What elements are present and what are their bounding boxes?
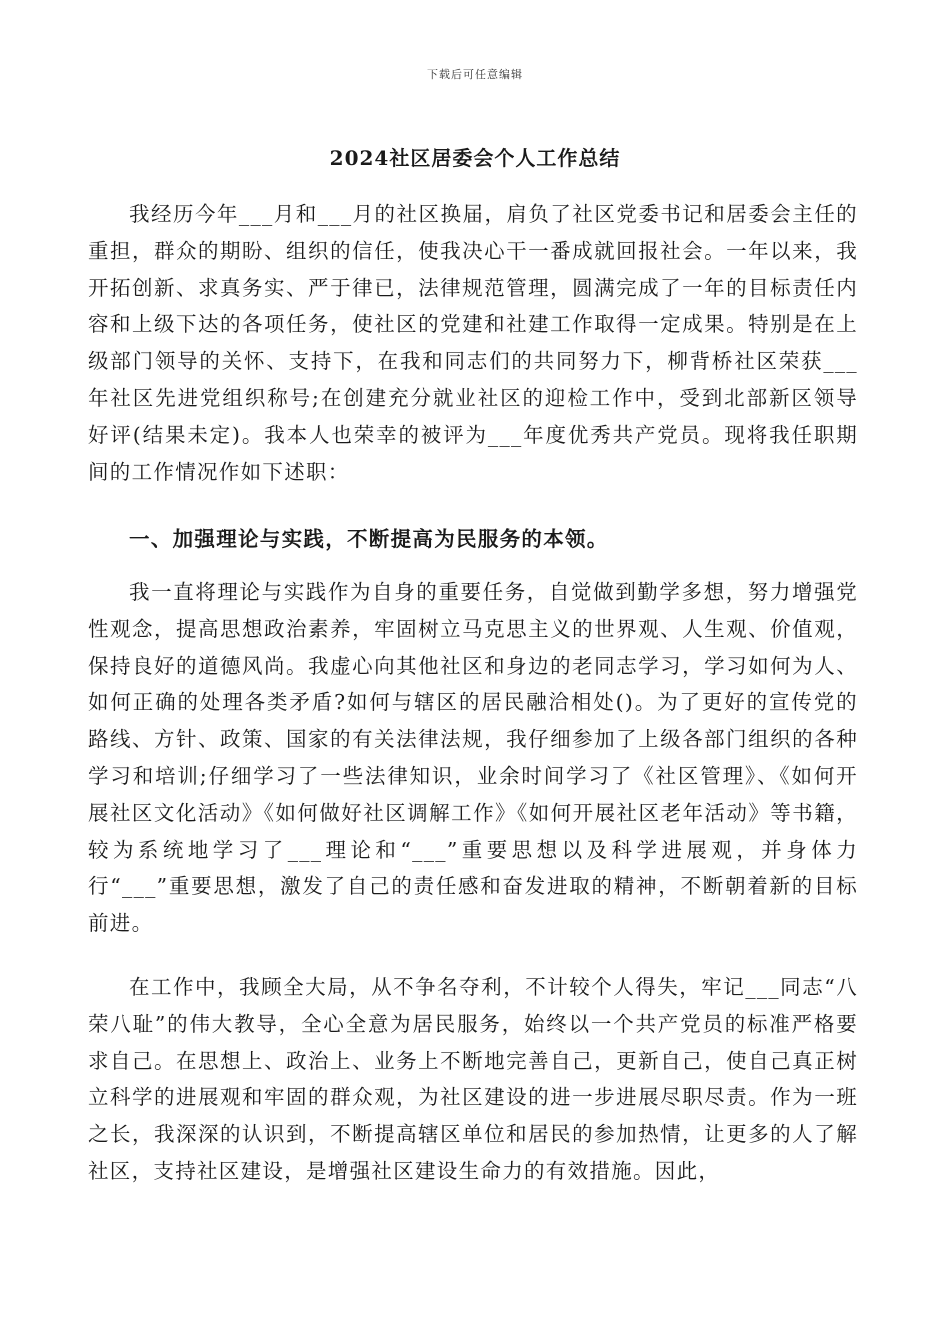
paragraph-intro: 我经历今年___月和___月的社区换届，肩负了社区党委书记和居委会主任的重担，群众的期盼、组织的信任，使我决心干一番成就回报社会。一年以来，我开拓创新、求真务实、严于律已，法律规范管理，圆满完成了一年的目标责任内容和上级下达的各项任务，使社区的党建和社建工作取得一定成果。特别是在上级部门领导的关怀、支持下，在我和同志们的共同努力下，柳背桥社区荣获___年社区先进党组织称号;在创建充分就业社区的迎检工作中，受到北部新区领导好评(结果未定)。我本人也荣幸的被评为___年度优秀共产党员。现将我任职期间的工作情况作如下述职： bbox=[88, 202, 858, 484]
paragraph-theory-practice: 我一直将理论与实践作为自身的重要任务，自觉做到勤学多想，努力增强党性观念，提高思想政治素养，牢固树立马克思主义的世界观、人生观、价值观，保持良好的道德风尚。我虚心向其他社区和身边的老同志学习，学习如何为人、如何正确的处理各类矛盾?如何与辖区的居民融洽相处()。为了更好的宣传党的路线、方针、政策、国家的有关法律法规，我仔细参加了上级各部门组织的各种学习和培训;仔细学习了一些法律知识，业余时间学习了《社区管理》、《如何开展社区文化活动》《如何做好社区调解工作》《如何开展社区老年活动》等书籍，较为系统地学习了___理论和“___”重要思想以及科学进展观，并身体力行“___”重要思想，激发了自己的责任感和奋发进取的精神，不断朝着新的目标前进。 bbox=[88, 580, 858, 936]
paragraph-work-attitude: 在工作中，我顾全大局，从不争名夺利，不计较个人得失，牢记___同志“八荣八耻”的伟大教导，全心全意为居民服务，始终以一个共产党员的标准严格要求自己。在思想上、政治上、业务上不断地完善自己，更新自己，使自己真正树立科学的进展观和牢固的群众观，为社区建设的进一步进展尽职尽责。作为一班之长，我深深的认识到，不断提高辖区单位和居民的参加热情，让更多的人了解社区，支持社区建设，是增强社区建设生命力的有效措施。因此， bbox=[88, 975, 858, 1183]
header-note: 下载后可任意编辑 bbox=[427, 68, 523, 81]
section-heading-1: 一、加强理论与实践，不断提高为民服务的本领。 bbox=[129, 527, 609, 551]
document-title: 2024社区居委会个人工作总结 bbox=[329, 146, 621, 170]
